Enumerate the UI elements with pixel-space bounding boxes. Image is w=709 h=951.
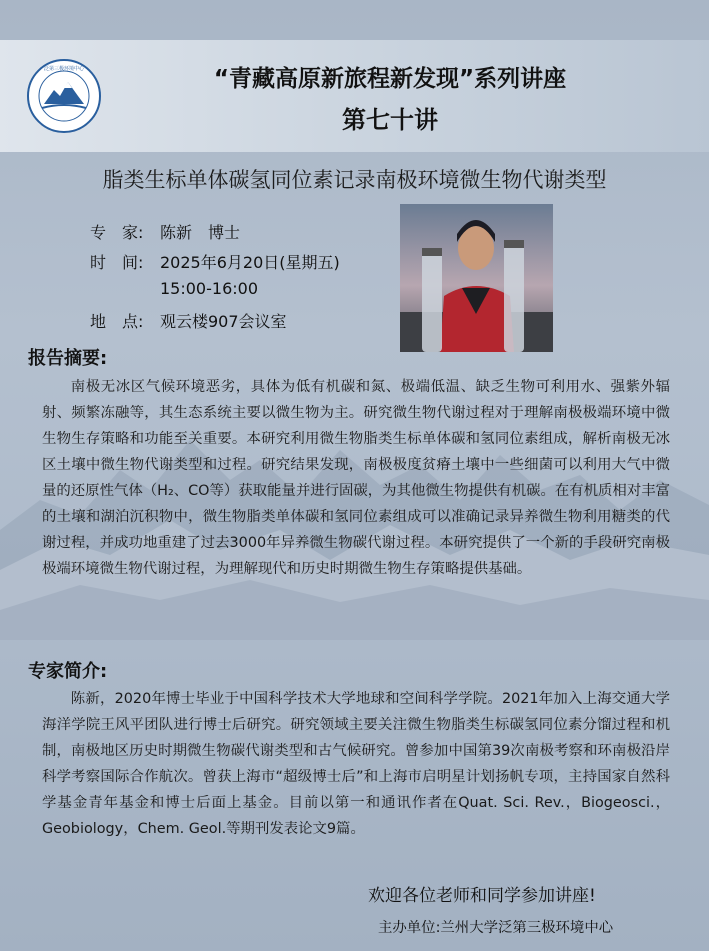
abstract-heading: 报告摘要: <box>28 348 108 369</box>
time-value-2: 15:00-16:00 <box>160 279 258 298</box>
welcome-text: 欢迎各位老师和同学参加讲座! <box>368 886 596 906</box>
header-band <box>0 40 709 152</box>
lecture-number: 第七十讲 <box>342 106 438 134</box>
time-label: 时 间: <box>90 253 144 272</box>
time-line-2 <box>160 279 258 298</box>
place-value: 观云楼907会议室 <box>160 312 287 331</box>
logo-text: 泛第三极环境中心 <box>43 66 85 72</box>
expert-label: 专 家: <box>90 223 144 242</box>
center-logo-icon <box>26 58 102 134</box>
time-value: 2025年6月20日(星期五) <box>160 253 340 272</box>
place-label: 地 点: <box>90 312 144 331</box>
bio-body: 陈新，2020年博士毕业于中国科学技术大学地球和空间科学学院。2021年加入上海交通大学海洋学院王风平团队进行博士后研究。研究领域主要关注微生物脂类生标碳氢同位素分馏过程和机制，南极地区历史时期微生物碳代谢类型和古气候研究。曾参加中国第39次南极考察和环南极沿岸科学考察国际合作航次。曾获上海市“超级博士后”和上海市启明星计划扬帆专项，主持国家自然科学基金青年基金和博士后面上基金。目前以第一和通讯作者在Quat. Sci. Rev.，Biogeosci.，Geobiology，Chem. Geol.等期刊发表论文9篇。 <box>42 691 670 837</box>
series-title: “青藏高原新旅程新发现”系列讲座 <box>213 66 567 92</box>
speaker-photo <box>400 204 553 352</box>
talk-title: 脂类生标单体碳氢同位素记录南极环境微生物代谢类型 <box>102 168 607 192</box>
time-line <box>90 250 340 273</box>
bio-heading: 专家简介: <box>28 661 108 682</box>
abstract-body: 南极无冰区气候环境恶劣，具体为低有机碳和氮、极端低温、缺乏生物可利用水、强紫外辐射、频繁冻融等，其生态系统主要以微生物为主。研究微生物代谢过程对于理解南极极端环境中微生物生存策略和功能至关重要。本研究利用微生物脂类生标单体碳和氢同位素组成，解析南极无冰区土壤中微生物代谢类型和过程。研究结果发现，南极极度贫瘠土壤中一些细菌可以利用大气中微量的还原性气体（H₂、CO等）获取能量并进行固碳，为其他微生物提供有机碳。在有机质相对丰富的土壤和湖泊沉积物中，微生物脂类单体碳和氢同位素组成可以准确记录异养微生物利用糖类的代谢过程，并成功地重建了过去3000年异养微生物碳代谢过程。本研究提供了一个新的手段研究南极极端环境微生物代谢过程，为理解现代和历史时期微生物生存策略提供基础。 <box>42 379 670 577</box>
expert-value: 陈新 博士 <box>160 223 241 242</box>
organizer-text: 主办单位:兰州大学泛第三极环境中心 <box>378 920 614 936</box>
place-line <box>90 309 287 332</box>
expert-line <box>90 220 240 243</box>
